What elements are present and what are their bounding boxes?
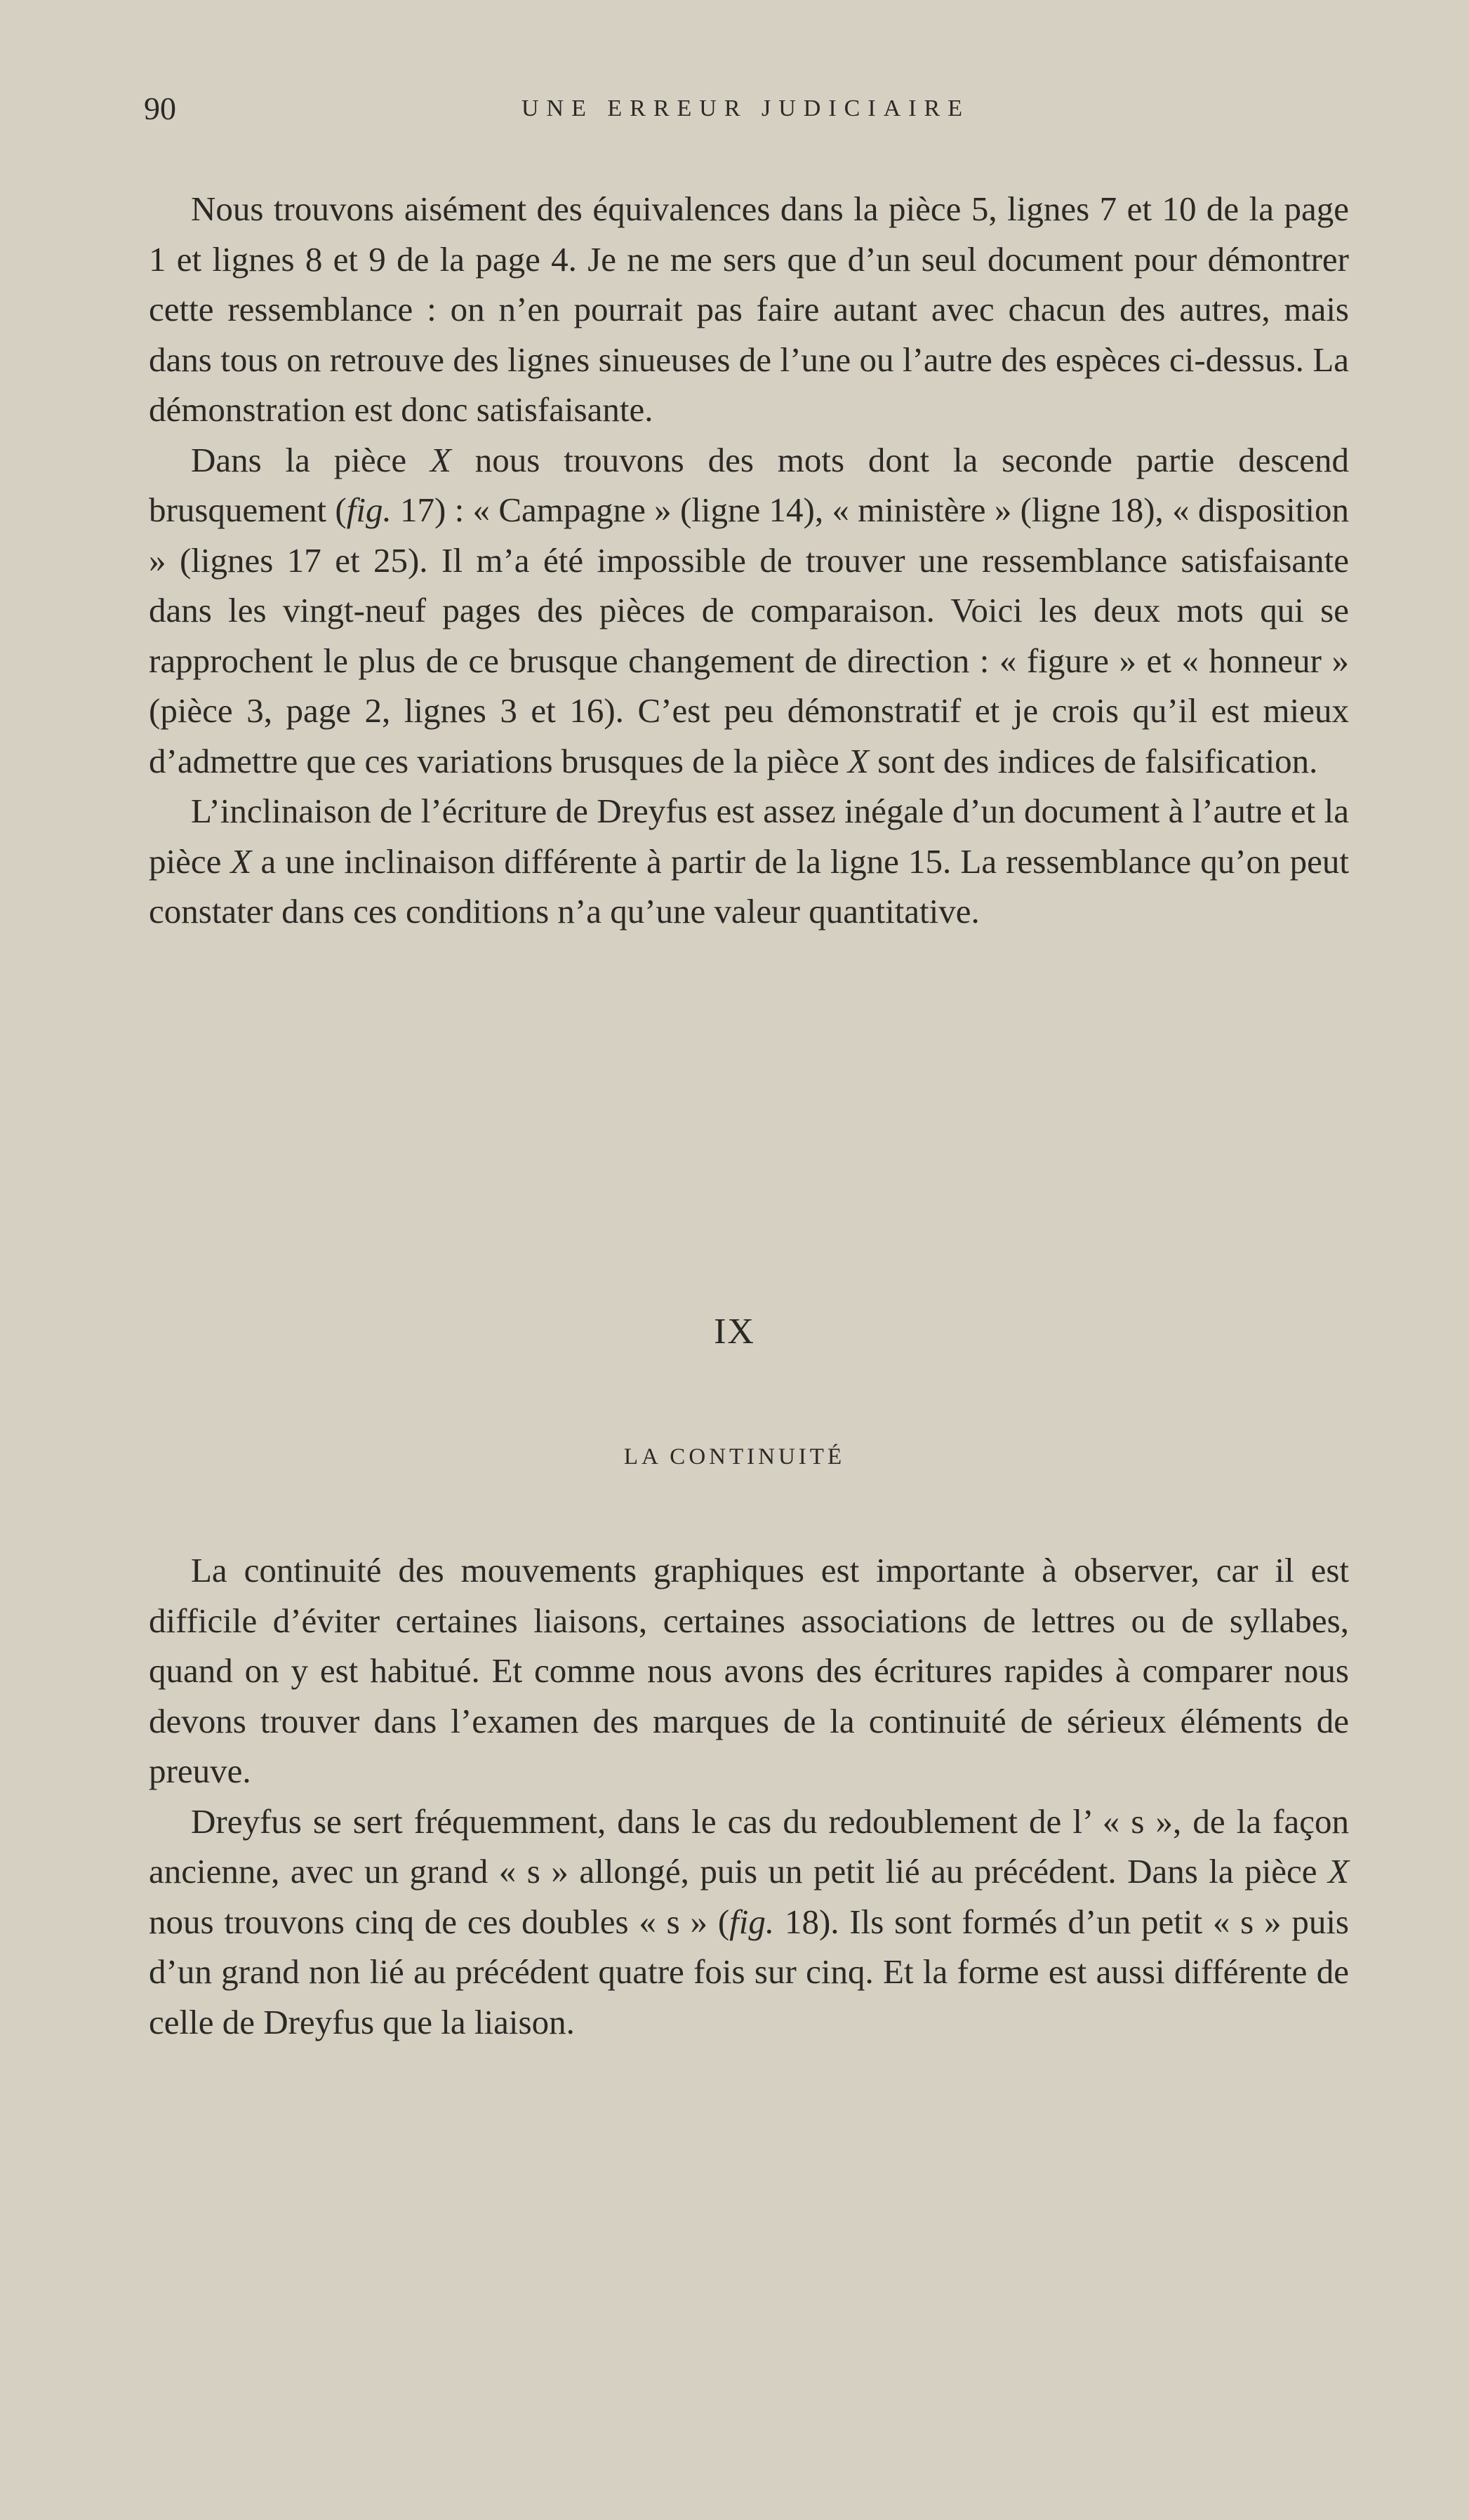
paragraph: Nous trouvons aisément des équivalences dans la pièce 5, lignes 7 et 10 de la page 1 et lignes 8 et 9 de la page 4. Je ne me sers que d’un seul document pour démontrer cette ressemblance : on n’en pourrait pas faire autant avec chacun des autres, mais dans tous on retrouve des lignes sinueuses de l’une ou l’autre des espèces ci-dessus. La démonstration est donc satisfaisante. bbox=[149, 189, 1349, 429]
body-text-top bbox=[149, 184, 1349, 937]
body-text-bottom bbox=[149, 1545, 1349, 2047]
paragraph: Dreyfus se sert fréquemment, dans le cas du redoublement de l’ « s », de la façon ancienne, avec un grand « s » allongé, puis un petit lié au précédent. Dans la pièce X nous trouvons cinq de ces doubles « s » (fig. 18). Ils sont formés d’un petit « s » puis d’un grand non lié au précédent quatre fois sur cinq. Et la forme est aussi différente de celle de Dreyfus que la liaison. bbox=[149, 1801, 1350, 2041]
paragraph: Dans la pièce X nous trouvons des mots dont la seconde partie descend brusquement (fig. 17) : « Campagne » (ligne 14), « ministère » (ligne 18), « disposition » (lignes 17 et 25). Il m’a été impossible de trouver une ressemblance satisfaisante dans les vingt-neuf pages des pièces de comparaison. Voici les deux mots qui se rapprochent le plus de ce brusque changement de direction : « figure » et « honneur » (pièce 3, page 2, lignes 3 et 16). C’est peu démonstratif et je crois qu’il est mieux d’admettre que ces variations brusques de la pièce X sont des indices de falsification. bbox=[149, 440, 1349, 780]
section-title: LA CONTINUITÉ bbox=[623, 1444, 846, 1469]
page-number: 90 bbox=[144, 91, 176, 126]
page-header bbox=[144, 90, 1348, 139]
paragraph: L’inclinaison de l’écriture de Dreyfus est assez inégale d’un document à l’autre et la pièce X a une inclinaison différente à partir de la ligne 15. La ressemblance qu’on peut constater dans ces conditions n’a qu’une valeur quantitative. bbox=[149, 792, 1350, 931]
running-title: UNE ERREUR JUDICIAIRE bbox=[521, 95, 970, 121]
section-number: IX bbox=[714, 1312, 755, 1352]
paragraph: La continuité des mouvements graphiques est importante à observer, car il est difficile d’éviter certaines liaisons, certaines associations de lettres ou de syllabes, quand on y est habitué. Et comme nous avons des écritures rapides à comparer nous devons trouver dans l’examen des marques de la continuité de sérieux éléments de preuve. bbox=[149, 1551, 1349, 1790]
